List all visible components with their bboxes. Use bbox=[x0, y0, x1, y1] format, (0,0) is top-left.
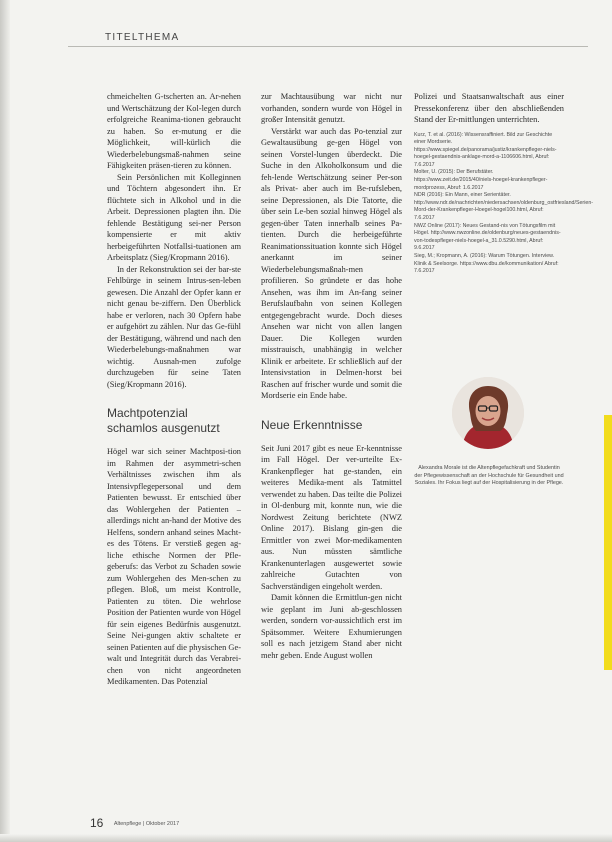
section-heading: Neue Erkenntnisse bbox=[261, 417, 363, 432]
article-column-1 bbox=[107, 91, 241, 688]
paragraph: Damit können die Ermittlun-gen nicht wie geplant im Juni ab-geschlossen werden, sondern vor-aussichtlich erst im Spätsommer. Weitere Exhumierungen soll es nach jetzigem Stand aber nicht mehr geben. Ende August wollen bbox=[261, 593, 402, 660]
paragraph: Verstärkt war auch das Po-tenzial zur Gewaltausübung ge-gen Högel von seinen Vorstel-lungen überdeckt. Die Suche in den Alkoholkonsum und die feh-lende Wertschätzung seiner Per-son als Privat- aber auch im Be-rufsleben, seine Depressionen, als Die Tatorte, die über sein Le-ben sozial hinweg Högel als gegen-über Taten innerhalb seines Pa-tienten. Durch die herbeigeführte Reanimationssituation konnte sich Högel anerkannt im seiner Wiederbelebungsmaßnah-men profilieren. So gründete er das hohe Ansehen, was ihm im An-fang seiner Berufslaufbahn von seinen Kollegen entgegengebracht wurde. Doch dieses Ansehen war nicht von allen langen Dauer. Die Kollegen wurden misstrauisch, unabhängig in welcher Klinik er arbeitete. Er schließlich auf der Intensivstation in Delmen-horst bei Raschen auf frischer wurde und somit die Mordserie ein Ende habe. bbox=[261, 126, 402, 400]
page-number: 16 bbox=[90, 816, 104, 830]
paragraph: chmeichelten G-tscherten an. Ar-nehen und Wertschätzung der Kol-legen durch erfolgreiche Reanima-tionen gebraucht zu haben. So er-mutung er die Möglichkeit, will-kürlich die Wiederbelebungsmaß-nahmen seine Fähigkeiten präsen-tieren zu können. bbox=[107, 92, 241, 170]
paragraph: In der Rekonstruktion sei der bar-ste Fehlbürge in seinem Intrus-sen-leben gewesen. Die Anzahl der Opfer kann er nicht genau be-ziffern. Den Überblick habe er verloren, nach 30 Opfern habe er aufgehört zu zählen. Nur das Ge-fühl der Bestätigung, während und nach den Wiederbelebungs-maßnahmen war wichtig. Ausnah-men zufolge durchzugeben für seine Taten (Sieg/Kropmann 2016). bbox=[107, 264, 241, 389]
paragraph: Seit Juni 2017 gibt es neue Er-kenntnisse im Fall Högel. Der ver-urteilte Ex-Krankenpfleger hat ge-standen, ein weiteres Medika-ment als Tatmittel verwendet zu haben. Das teilte die Polizei in Ol-denburg mit, konnte nun, wie die Nordwest Zeitung berichtete (NWZ Online 2017). Bislang gin-gen die Ermittler von zwei Mor-medikamenten aus. Nun müssten sämtliche Krankenunterlagen ausgewertet sowie zahlreiche Gutachten von Sachverständigen eingeholt werden. bbox=[261, 443, 402, 591]
paragraph: Sein Persönlichen mit Kolleginnen und Töchtern abgesondert ihn. Er flüchtete sich in Alkohol und in die Arbeit. Depressionen plagten ihn. Die fehlende Bestätigung sei-ner Person kompensierte er mit aktiv herbeigeführten Notfallsi-tuationen am Arbeitsplatz (Sieg/Kropmann 2016). bbox=[107, 172, 241, 262]
page-footer bbox=[90, 814, 179, 832]
reference-item: NDR (2016): Ein Mann, einer Serientäter. http://www.ndr.de/nachrichten/niedersachsen/oldenburg_ostfriesland/Serien-Mord-der-Krankenpfleger-Hoegel-hogel100.html, Abruf: 7.6.2017 bbox=[414, 192, 594, 222]
reference-item: Sieg, M.; Kropmann, A. (2016): Warum Tötungen. Interview. Klinik & Seelsorge. https://www.dbu.de/kommunikation/ Abruf: 7.6.2017 bbox=[414, 253, 559, 275]
reference-item: NWZ Online (2017): Neues Gestand-nis von Tötungsfilm mit Högel. http://www.nwzonline.de/oldenburg/neues-gestaendnis-von-todespfleger-niels-hoegel-a_31.0.5290.html, Abruf: 9.6.2017 bbox=[414, 222, 561, 252]
reference-item: Kurz, T. et al. (2016): Wissensraffiniert. Bild zur Geschichte einer Mordserie. https://www.spiegel.de/panorama/justiz/krankenpfleger-niels-hoegel-gestaendnis-anklage-mord-a-1106606.html, Abruf: 7.6.2017 bbox=[414, 131, 557, 168]
references-column bbox=[414, 91, 594, 276]
article-column-2 bbox=[261, 91, 402, 661]
page-edge-shadow bbox=[0, 0, 10, 842]
section-heading: Machtpotenzial schamlos ausgenutzt bbox=[107, 406, 220, 435]
author-caption: Alexandra Morale ist die Altenpflegefachkraft und Studentin der Pflegewissenschaft an der Hochschule für Gesundheit und Soziales. Ihr Fokus liegt auf der Hospitalisierung in der Pflege. bbox=[414, 465, 564, 487]
page-bottom-shadow bbox=[0, 834, 612, 842]
author-portrait bbox=[452, 377, 524, 449]
section-header: TITELTHEMA bbox=[105, 32, 180, 43]
paragraph: Polizei und Staatsanwaltschaft aus einer Pressekonferenz über den abschließenden Stand der Er-mittlungen unterrichten. bbox=[414, 92, 564, 124]
paragraph: Högel war sich seiner Machtposi-tion im Rahmen der asymmetri-schen Verhältnisses zwischen ihm als Intensivpflegepersonal und dem Patienten bewusst. Er entschied über das Wohlergehen der Patienten – allerdings nicht an-hand der Motive des Helfens, sondern anhand seines Macht-es des Tötens. Er verstieß gegen ag-liche ethische Normen der Pfle-geberufs: das Verbot zu Schaden sowie zum Wohlergehen des Men-schen zu pflegen. Bloß, um meist Kontrolle, Patienten zu töten. Die wehrlose Position der Patienten wurde von Högel für sein eigenes Bedürfnis ausgenutzt. Seine Nei-gungen aktiv schaltete er seinen Patienten auf die physischen Ge-walt und Integrität durch das Verabrei-chen von nicht angeordneten Medikamenten. Das Potenzial bbox=[107, 447, 241, 686]
paragraph: zur Machtausübung war nicht nur vorhanden, sondern wurde von Högel in großer Intensität genutzt. bbox=[261, 92, 402, 124]
header-divider bbox=[68, 46, 588, 47]
reference-item: Molter, U. (2015): Der Berufstäter. https://www.zeit.de/2015/40/niels-hoegel-krankenpfleger-mordprozess, Abruf: 1.6.2017 bbox=[414, 169, 548, 191]
magazine-name: Altenpflege | Oktober 2017 bbox=[113, 821, 180, 827]
yellow-side-tab bbox=[604, 415, 612, 670]
